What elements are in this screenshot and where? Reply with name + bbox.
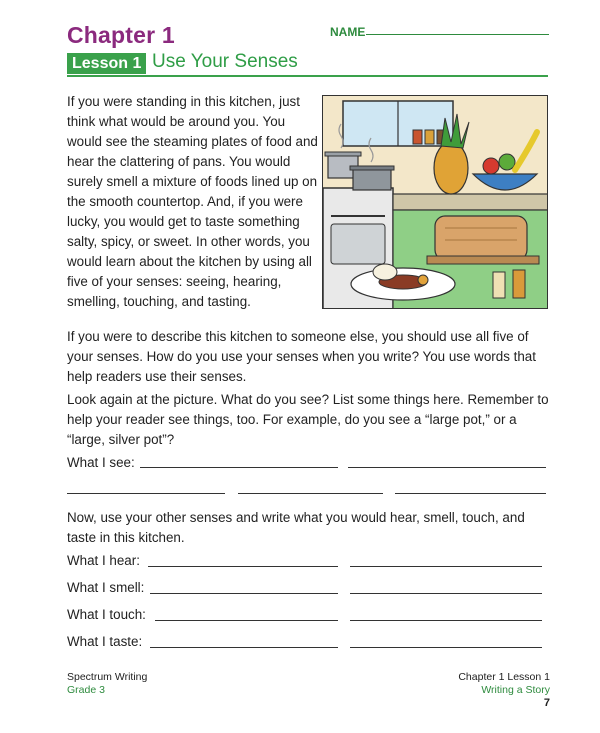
kitchen-illustration-svg [323,96,548,309]
kitchen-illustration [322,95,548,309]
page-number: 7 [543,697,550,709]
header-rule [67,75,548,77]
footer-book: Spectrum Writing [67,671,148,683]
footer-right [430,671,550,697]
see-line-2[interactable] [348,467,546,468]
touch-line-2[interactable] [350,620,542,621]
footer-left [67,671,147,697]
pineapple [434,142,468,194]
see-line-1[interactable] [140,467,338,468]
other-senses-paragraph: Now, use your other senses and write what you would hear, smell, touch, and taste in this kitchen. [67,510,525,545]
see-line-5[interactable] [395,493,546,494]
describe-paragraph: If you were to describe this kitchen to someone else, you should use all five of your senses. How do you use your senses when you write? You use words that help readers use their senses. [67,329,536,384]
spice-jar [513,270,525,298]
look-again-paragraph: Look again at the picture. What do you see? List some things here. Remember to help your reader see things, too. For example, do you see a “large pot,” or a “large, silver pot”? [67,392,549,447]
footer-grade: Grade 3 [67,684,105,696]
taste-label: What I taste: [67,634,143,649]
name-line[interactable] [366,34,549,35]
bread-loaf [435,216,527,260]
hear-line-1[interactable] [148,566,338,567]
smell-line-2[interactable] [350,593,542,594]
chapter-title: Chapter 1 [67,22,175,48]
hear-label: What I hear: [67,553,140,568]
touch-label: What I touch: [67,607,146,622]
hear-line-2[interactable] [350,566,542,567]
footer-lesson-ref: Chapter 1 Lesson 1 [458,671,550,683]
intro-paragraph: If you were standing in this kitchen, just think what would be around you. You would see the steaming plates of food and hear the clattering of pans. You would surely smell a mixture of foods lined up on the smooth countertop. And, if you were lucky, you would get to taste something salty, spicy, or sweet. In other words, you would learn about the kitchen by using all five of your senses: seeing, hearing, smelling, touching, and tasting. [67,94,318,309]
touch-line-1[interactable] [155,620,338,621]
see-line-3[interactable] [67,493,225,494]
see-line-4[interactable] [238,493,383,494]
large-pot [353,168,391,190]
smell-label: What I smell: [67,580,145,595]
see-label: What I see: [67,455,135,470]
countertop [393,194,548,210]
lesson-title: Use Your Senses [152,51,298,72]
footer-topic: Writing a Story [481,684,550,696]
name-label: NAME [330,25,366,39]
taste-line-1[interactable] [150,647,338,648]
spice-jar [493,272,505,298]
lesson-badge: Lesson 1 [67,53,146,74]
smell-line-1[interactable] [150,593,338,594]
taste-line-2[interactable] [350,647,542,648]
